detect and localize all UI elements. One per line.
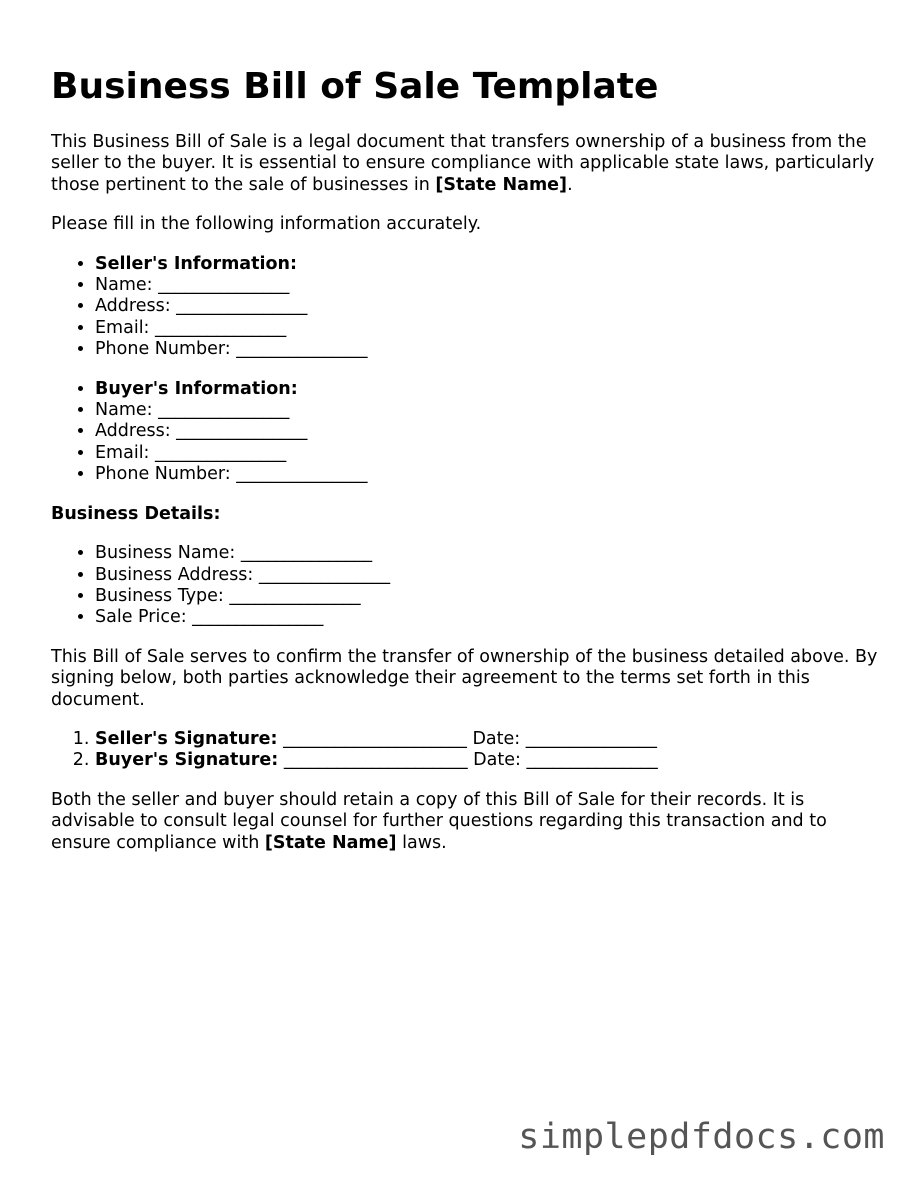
seller-signature-label: Seller's Signature:	[95, 728, 278, 749]
buyer-email-field: • Email: _______________	[95, 443, 881, 464]
business-name-field: • Business Name: _______________	[95, 543, 881, 564]
closing-end: laws.	[396, 832, 447, 853]
buyer-phone-field: • Phone Number: _______________	[95, 464, 881, 485]
watermark: simplepdfdocs.com	[518, 1117, 885, 1157]
seller-info-list	[51, 254, 881, 361]
business-type-field: • Business Type: _______________	[95, 586, 881, 607]
instruction-paragraph: Please fill in the following information accurately.	[51, 214, 482, 235]
sale-price-field: • Sale Price: _______________	[95, 607, 881, 628]
business-details-list	[51, 543, 881, 629]
intro-state-name: [State Name]	[435, 174, 568, 195]
intro-text: This Business Bill of Sale is a legal document that transfers ownership of a business from the seller to the buyer. It is essential to ensure compliance with applicable state laws, particularly those pertinent to the sale of businesses in	[51, 132, 875, 195]
buyer-signature-label: Buyer's Signature:	[95, 750, 279, 771]
seller-signature-line	[95, 729, 881, 750]
document-page	[51, 66, 881, 872]
closing-state-name: [State Name]	[264, 832, 397, 853]
seller-name-field: • Name: _______________	[95, 275, 881, 296]
seller-info-heading: • Seller's Information:	[95, 254, 881, 275]
closing-text: Both the seller and buyer should retain a copy of this Bill of Sale for their records. It is advisable to consult legal counsel for further questions regarding this transaction and to ensure compliance with	[51, 789, 827, 853]
seller-phone-field: • Phone Number: _______________	[95, 339, 881, 360]
confirmation-paragraph: This Bill of Sale serves to confirm the transfer of ownership of the business detailed above. By signing below, both parties acknowledge their agreement to the terms set forth in this document.	[51, 646, 878, 710]
intro-paragraph	[51, 132, 881, 196]
buyer-info-heading: • Buyer's Information:	[95, 379, 881, 400]
signature-list	[51, 729, 881, 772]
intro-end: .	[567, 174, 573, 195]
seller-signature-blank: _____________________ Date: _______________	[277, 728, 657, 749]
business-details-heading: Business Details:	[51, 503, 221, 524]
buyer-signature-blank: _____________________ Date: _______________	[278, 750, 658, 771]
closing-paragraph	[51, 790, 881, 854]
buyer-address-field: • Address: _______________	[95, 421, 881, 442]
seller-email-field: • Email: _______________	[95, 318, 881, 339]
page-title: Business Bill of Sale Template	[51, 66, 659, 107]
buyer-info-list	[51, 379, 881, 486]
buyer-signature-line	[95, 750, 881, 771]
business-address-field: • Business Address: _______________	[95, 565, 881, 586]
seller-address-field: • Address: _______________	[95, 296, 881, 317]
buyer-name-field: • Name: _______________	[95, 400, 881, 421]
